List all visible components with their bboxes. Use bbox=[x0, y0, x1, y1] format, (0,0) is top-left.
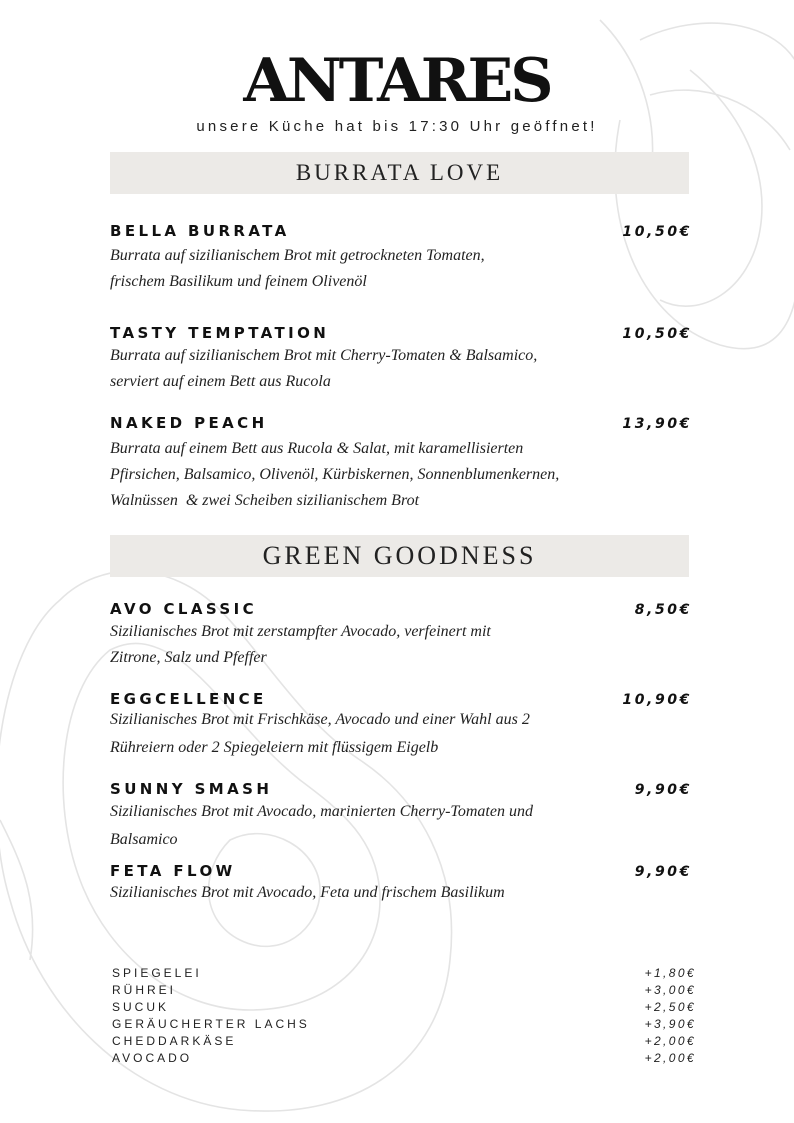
description-line: Balsamico bbox=[110, 831, 178, 848]
extra-name: GERÄUCHERTER LACHS bbox=[112, 1016, 310, 1031]
extra-row bbox=[112, 1032, 696, 1049]
description-line: Zitrone, Salz und Pfeffer bbox=[110, 649, 267, 666]
item-name: BELLA BURRATA bbox=[110, 222, 290, 240]
extra-row bbox=[112, 998, 696, 1015]
item-description bbox=[110, 243, 650, 295]
description-line: frischem Basilikum und feinem Olivenöl bbox=[110, 273, 367, 290]
item-name: SUNNY SMASH bbox=[110, 780, 273, 798]
section-header-burrata-love bbox=[110, 152, 689, 194]
description-line: serviert auf einem Bett aus Rucola bbox=[110, 373, 331, 390]
item-price: 13,90€ bbox=[622, 416, 692, 432]
section-title: GREEN GOODNESS bbox=[262, 541, 537, 570]
item-price: 10,50€ bbox=[622, 326, 692, 342]
section-title: BURRATA LOVE bbox=[295, 160, 504, 185]
section-header-green-goodness bbox=[110, 535, 689, 577]
extra-price: +3,00€ bbox=[644, 982, 696, 997]
extra-price: +3,90€ bbox=[644, 1016, 696, 1031]
description-line: Rühreiern oder 2 Spiegeleiern mit flüssigem Eigelb bbox=[110, 739, 439, 756]
extra-name: CHEDDARKÄSE bbox=[112, 1033, 237, 1048]
opening-hours-note: unsere Küche hat bis 17:30 Uhr geöffnet! bbox=[196, 118, 598, 135]
description-line: Walnüssen & zwei Scheiben sizilianischem Brot bbox=[110, 492, 420, 509]
brand-logo: ANTARES bbox=[243, 46, 551, 116]
item-description bbox=[110, 436, 650, 514]
item-description bbox=[110, 880, 650, 906]
description-line: Burrata auf sizilianischem Brot mit getrockneten Tomaten, bbox=[110, 247, 485, 264]
extra-price: +1,80€ bbox=[644, 965, 696, 980]
item-name: TASTY TEMPTATION bbox=[110, 324, 330, 342]
item-name: EGGCELLENCE bbox=[110, 690, 267, 708]
item-name: AVO CLASSIC bbox=[110, 600, 258, 618]
item-price: 8,50€ bbox=[634, 602, 692, 618]
extra-name: SUCUK bbox=[112, 999, 170, 1014]
description-line: Burrata auf sizilianischem Brot mit Cherry-Tomaten & Balsamico, bbox=[110, 347, 538, 364]
item-description bbox=[110, 706, 650, 762]
item-name: FETA FLOW bbox=[110, 862, 236, 880]
item-description bbox=[110, 619, 650, 671]
item-description bbox=[110, 798, 650, 854]
extra-row bbox=[112, 1049, 696, 1066]
extra-name: SPIEGELEI bbox=[112, 965, 202, 980]
description-line: Sizilianisches Brot mit Frischkäse, Avocado und einer Wahl aus 2 bbox=[110, 711, 530, 728]
extra-name: AVOCADO bbox=[112, 1050, 193, 1065]
extra-price: +2,50€ bbox=[644, 999, 696, 1014]
description-line: Sizilianisches Brot mit Avocado, Feta und frischem Basilikum bbox=[110, 884, 505, 901]
item-price: 10,50€ bbox=[622, 224, 692, 240]
item-price: 9,90€ bbox=[634, 782, 692, 798]
description-line: Sizilianisches Brot mit Avocado, marinierten Cherry-Tomaten und bbox=[110, 803, 533, 820]
extra-row bbox=[112, 981, 696, 998]
description-line: Pfirsichen, Balsamico, Olivenöl, Kürbiskernen, Sonnenblumenkernen, bbox=[110, 466, 560, 483]
description-line: Sizilianisches Brot mit zerstampfter Avocado, verfeinert mit bbox=[110, 623, 491, 640]
extra-row bbox=[112, 1015, 696, 1032]
item-price: 10,90€ bbox=[622, 692, 692, 708]
item-name: NAKED PEACH bbox=[110, 414, 268, 432]
extras-list bbox=[112, 964, 696, 1066]
extra-row bbox=[112, 964, 696, 981]
item-price: 9,90€ bbox=[634, 864, 692, 880]
description-line: Burrata auf einem Bett aus Rucola & Salat, mit karamellisierten bbox=[110, 440, 524, 457]
extra-price: +2,00€ bbox=[644, 1050, 696, 1065]
item-description bbox=[110, 343, 650, 395]
extra-price: +2,00€ bbox=[644, 1033, 696, 1048]
extra-name: RÜHREI bbox=[112, 982, 177, 997]
